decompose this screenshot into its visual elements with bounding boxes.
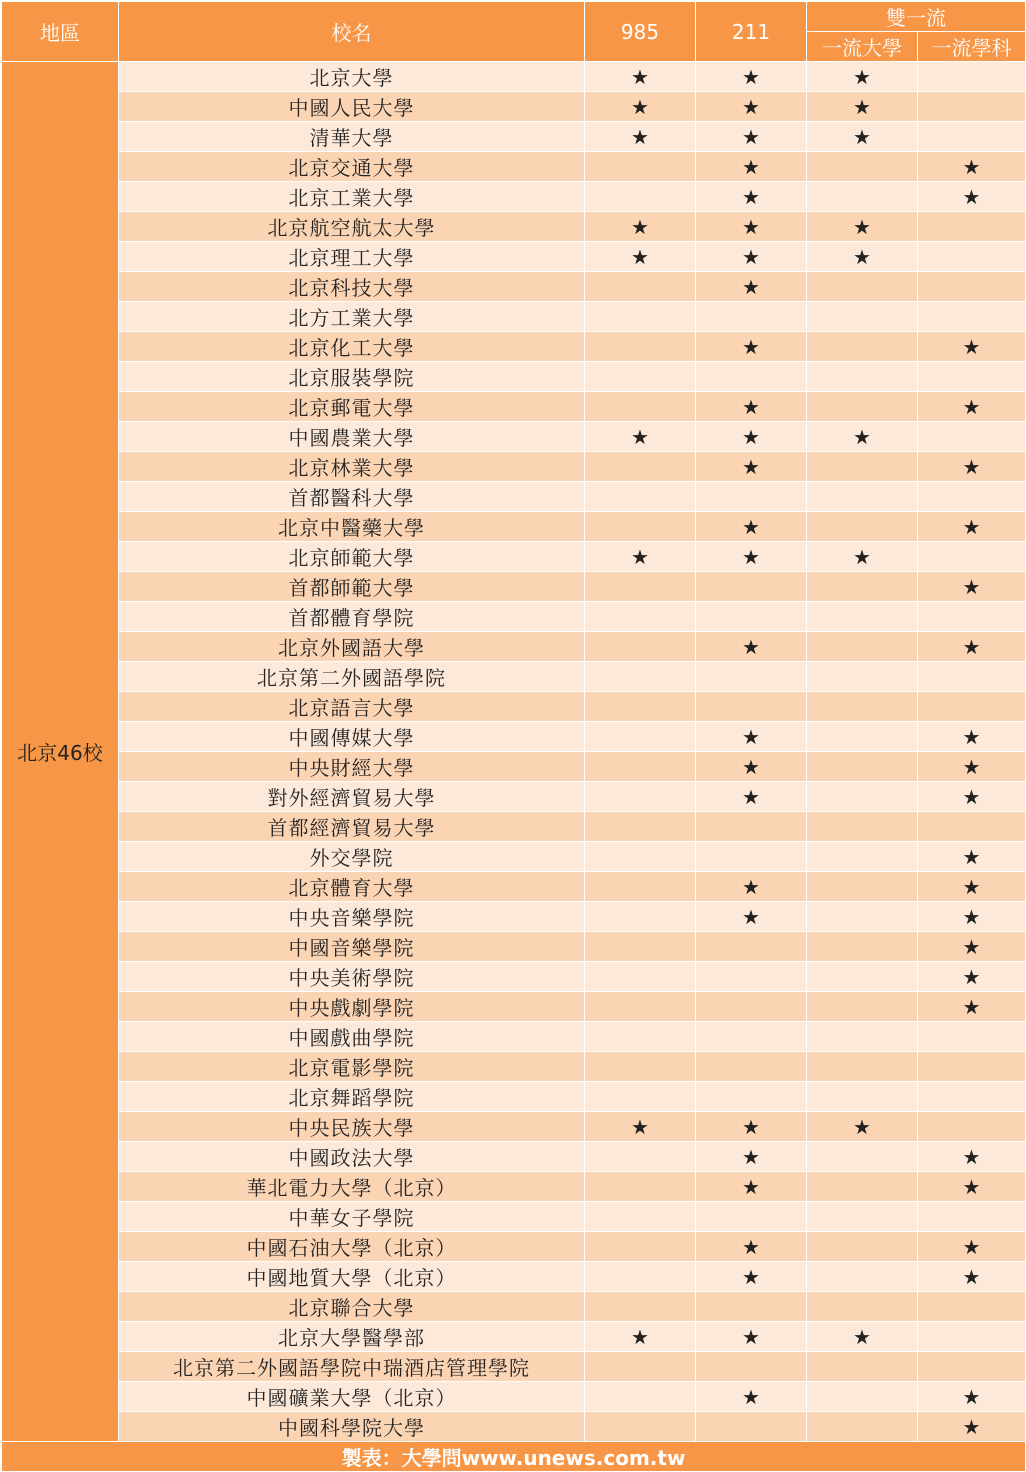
table-row bbox=[2, 1412, 1026, 1442]
985-flag bbox=[585, 1082, 696, 1112]
211-flag: ★ bbox=[696, 1112, 807, 1142]
985-flag bbox=[585, 1232, 696, 1262]
211-flag: ★ bbox=[696, 272, 807, 302]
school-name: 中國戲曲學院 bbox=[119, 1022, 585, 1052]
school-name: 北京科技大學 bbox=[119, 272, 585, 302]
first-class-university-flag bbox=[807, 1262, 918, 1292]
first-class-discipline-flag bbox=[918, 692, 1026, 722]
school-name: 中國礦業大學（北京） bbox=[119, 1382, 585, 1412]
211-flag bbox=[696, 662, 807, 692]
first-class-discipline-flag bbox=[918, 422, 1026, 452]
211-flag: ★ bbox=[696, 452, 807, 482]
211-flag: ★ bbox=[696, 722, 807, 752]
first-class-university-flag bbox=[807, 722, 918, 752]
985-flag: ★ bbox=[585, 122, 696, 152]
table-row bbox=[2, 962, 1026, 992]
211-flag bbox=[696, 1292, 807, 1322]
school-name: 北京舞蹈學院 bbox=[119, 1082, 585, 1112]
table-row bbox=[2, 1262, 1026, 1292]
985-flag: ★ bbox=[585, 542, 696, 572]
table-row bbox=[2, 1202, 1026, 1232]
first-class-university-flag bbox=[807, 1292, 918, 1322]
table-row bbox=[2, 1292, 1026, 1322]
first-class-discipline-flag bbox=[918, 242, 1026, 272]
first-class-university-flag bbox=[807, 1352, 918, 1382]
first-class-discipline-flag: ★ bbox=[918, 932, 1026, 962]
table-row bbox=[2, 842, 1026, 872]
first-class-university-flag: ★ bbox=[807, 242, 918, 272]
first-class-university-flag bbox=[807, 362, 918, 392]
school-name: 中國科學院大學 bbox=[119, 1412, 585, 1442]
first-class-university-flag bbox=[807, 182, 918, 212]
table-row bbox=[2, 452, 1026, 482]
first-class-university-flag bbox=[807, 812, 918, 842]
first-class-university-flag bbox=[807, 632, 918, 662]
first-class-discipline-flag bbox=[918, 212, 1026, 242]
first-class-discipline-flag bbox=[918, 1082, 1026, 1112]
first-class-university-flag bbox=[807, 482, 918, 512]
211-flag bbox=[696, 992, 807, 1022]
table-row bbox=[2, 1232, 1026, 1262]
first-class-university-flag bbox=[807, 662, 918, 692]
first-class-university-flag bbox=[807, 272, 918, 302]
211-flag bbox=[696, 482, 807, 512]
table-row bbox=[2, 662, 1026, 692]
table-row bbox=[2, 1172, 1026, 1202]
school-name: 中國音樂學院 bbox=[119, 932, 585, 962]
first-class-discipline-flag bbox=[918, 1052, 1026, 1082]
school-name: 中國農業大學 bbox=[119, 422, 585, 452]
first-class-discipline-flag: ★ bbox=[918, 632, 1026, 662]
table-row bbox=[2, 1142, 1026, 1172]
first-class-university-flag bbox=[807, 572, 918, 602]
first-class-university-flag: ★ bbox=[807, 62, 918, 92]
header-double-first-class: 雙一流 bbox=[807, 2, 1026, 32]
first-class-discipline-flag bbox=[918, 602, 1026, 632]
211-flag: ★ bbox=[696, 1262, 807, 1292]
school-name: 北京外國語大學 bbox=[119, 632, 585, 662]
table-row bbox=[2, 752, 1026, 782]
985-flag: ★ bbox=[585, 62, 696, 92]
first-class-university-flag bbox=[807, 692, 918, 722]
header-first-class-discipline: 一流學科 bbox=[918, 32, 1026, 62]
first-class-university-flag bbox=[807, 932, 918, 962]
985-flag bbox=[585, 992, 696, 1022]
school-name: 北京服裝學院 bbox=[119, 362, 585, 392]
school-name: 北京中醫藥大學 bbox=[119, 512, 585, 542]
985-flag bbox=[585, 332, 696, 362]
985-flag bbox=[585, 392, 696, 422]
first-class-university-flag: ★ bbox=[807, 212, 918, 242]
211-flag bbox=[696, 842, 807, 872]
211-flag: ★ bbox=[696, 212, 807, 242]
985-flag: ★ bbox=[585, 242, 696, 272]
first-class-discipline-flag bbox=[918, 1022, 1026, 1052]
table-body bbox=[2, 62, 1026, 1442]
table-row bbox=[2, 482, 1026, 512]
first-class-university-flag bbox=[807, 1142, 918, 1172]
first-class-discipline-flag: ★ bbox=[918, 392, 1026, 422]
header-region: 地區 bbox=[2, 2, 119, 62]
school-name: 北京體育大學 bbox=[119, 872, 585, 902]
table-row bbox=[2, 872, 1026, 902]
first-class-discipline-flag: ★ bbox=[918, 872, 1026, 902]
school-name: 中國傳媒大學 bbox=[119, 722, 585, 752]
first-class-university-flag bbox=[807, 782, 918, 812]
985-flag bbox=[585, 692, 696, 722]
school-name: 北京化工大學 bbox=[119, 332, 585, 362]
985-flag bbox=[585, 1022, 696, 1052]
first-class-university-flag bbox=[807, 992, 918, 1022]
first-class-university-flag: ★ bbox=[807, 122, 918, 152]
first-class-university-flag bbox=[807, 752, 918, 782]
211-flag: ★ bbox=[696, 1322, 807, 1352]
table-row bbox=[2, 302, 1026, 332]
211-flag bbox=[696, 692, 807, 722]
985-flag bbox=[585, 482, 696, 512]
985-flag bbox=[585, 752, 696, 782]
first-class-discipline-flag bbox=[918, 812, 1026, 842]
school-name: 中國石油大學（北京） bbox=[119, 1232, 585, 1262]
985-flag bbox=[585, 1352, 696, 1382]
first-class-discipline-flag: ★ bbox=[918, 572, 1026, 602]
985-flag bbox=[585, 962, 696, 992]
first-class-discipline-flag: ★ bbox=[918, 992, 1026, 1022]
first-class-discipline-flag: ★ bbox=[918, 182, 1026, 212]
first-class-discipline-flag bbox=[918, 302, 1026, 332]
school-name: 中央戲劇學院 bbox=[119, 992, 585, 1022]
first-class-university-flag: ★ bbox=[807, 1322, 918, 1352]
table-row bbox=[2, 512, 1026, 542]
first-class-university-flag: ★ bbox=[807, 1112, 918, 1142]
first-class-discipline-flag: ★ bbox=[918, 332, 1026, 362]
211-flag bbox=[696, 962, 807, 992]
first-class-discipline-flag: ★ bbox=[918, 1172, 1026, 1202]
first-class-discipline-flag bbox=[918, 272, 1026, 302]
211-flag bbox=[696, 572, 807, 602]
985-flag bbox=[585, 932, 696, 962]
first-class-discipline-flag bbox=[918, 542, 1026, 572]
first-class-discipline-flag bbox=[918, 362, 1026, 392]
985-flag bbox=[585, 1142, 696, 1172]
first-class-university-flag: ★ bbox=[807, 422, 918, 452]
school-name: 北京大學 bbox=[119, 62, 585, 92]
first-class-university-flag bbox=[807, 842, 918, 872]
first-class-discipline-flag bbox=[918, 122, 1026, 152]
school-name: 中華女子學院 bbox=[119, 1202, 585, 1232]
211-flag: ★ bbox=[696, 1382, 807, 1412]
table-row bbox=[2, 272, 1026, 302]
211-flag bbox=[696, 1202, 807, 1232]
211-flag: ★ bbox=[696, 542, 807, 572]
first-class-discipline-flag: ★ bbox=[918, 722, 1026, 752]
211-flag bbox=[696, 1352, 807, 1382]
table-row bbox=[2, 62, 1026, 92]
university-table bbox=[1, 1, 1026, 1472]
first-class-university-flag bbox=[807, 152, 918, 182]
table-row bbox=[2, 812, 1026, 842]
school-name: 北京林業大學 bbox=[119, 452, 585, 482]
985-flag: ★ bbox=[585, 92, 696, 122]
school-name: 中國地質大學（北京） bbox=[119, 1262, 585, 1292]
211-flag bbox=[696, 1022, 807, 1052]
table-row bbox=[2, 632, 1026, 662]
first-class-university-flag bbox=[807, 872, 918, 902]
school-name: 北京第二外國語學院 bbox=[119, 662, 585, 692]
first-class-discipline-flag: ★ bbox=[918, 902, 1026, 932]
211-flag: ★ bbox=[696, 782, 807, 812]
first-class-discipline-flag bbox=[918, 1202, 1026, 1232]
first-class-discipline-flag bbox=[918, 662, 1026, 692]
first-class-university-flag bbox=[807, 1382, 918, 1412]
table-row bbox=[2, 602, 1026, 632]
school-name: 北京聯合大學 bbox=[119, 1292, 585, 1322]
985-flag bbox=[585, 1292, 696, 1322]
table-footer-credit: 製表：大學問www.unews.com.tw bbox=[2, 1442, 1026, 1472]
header-211: 211 bbox=[696, 2, 807, 62]
first-class-university-flag bbox=[807, 392, 918, 422]
table-row bbox=[2, 542, 1026, 572]
school-name: 首都體育學院 bbox=[119, 602, 585, 632]
985-flag bbox=[585, 602, 696, 632]
table-row bbox=[2, 1022, 1026, 1052]
school-name: 外交學院 bbox=[119, 842, 585, 872]
211-flag: ★ bbox=[696, 1232, 807, 1262]
211-flag bbox=[696, 932, 807, 962]
985-flag bbox=[585, 302, 696, 332]
211-flag: ★ bbox=[696, 152, 807, 182]
first-class-university-flag bbox=[807, 302, 918, 332]
first-class-university-flag bbox=[807, 602, 918, 632]
211-flag: ★ bbox=[696, 422, 807, 452]
985-flag bbox=[585, 722, 696, 752]
table-row bbox=[2, 152, 1026, 182]
header-985: 985 bbox=[585, 2, 696, 62]
table-row bbox=[2, 422, 1026, 452]
985-flag bbox=[585, 662, 696, 692]
first-class-discipline-flag: ★ bbox=[918, 1262, 1026, 1292]
985-flag: ★ bbox=[585, 1322, 696, 1352]
first-class-discipline-flag: ★ bbox=[918, 1412, 1026, 1442]
table-row bbox=[2, 182, 1026, 212]
school-name: 首都師範大學 bbox=[119, 572, 585, 602]
first-class-university-flag bbox=[807, 332, 918, 362]
211-flag bbox=[696, 602, 807, 632]
table-row bbox=[2, 1352, 1026, 1382]
school-name: 北京語言大學 bbox=[119, 692, 585, 722]
table-row bbox=[2, 992, 1026, 1022]
211-flag: ★ bbox=[696, 242, 807, 272]
school-name: 北方工業大學 bbox=[119, 302, 585, 332]
985-flag bbox=[585, 872, 696, 902]
school-name: 北京大學醫學部 bbox=[119, 1322, 585, 1352]
table-row bbox=[2, 122, 1026, 152]
985-flag bbox=[585, 812, 696, 842]
region-cell: 北京46校 bbox=[2, 62, 119, 1442]
first-class-discipline-flag: ★ bbox=[918, 1232, 1026, 1262]
211-flag: ★ bbox=[696, 122, 807, 152]
first-class-university-flag bbox=[807, 902, 918, 932]
school-name: 北京工業大學 bbox=[119, 182, 585, 212]
211-flag: ★ bbox=[696, 872, 807, 902]
table-row bbox=[2, 332, 1026, 362]
985-flag bbox=[585, 572, 696, 602]
school-name: 北京理工大學 bbox=[119, 242, 585, 272]
school-name: 北京師範大學 bbox=[119, 542, 585, 572]
first-class-discipline-flag bbox=[918, 1112, 1026, 1142]
table-row bbox=[2, 1382, 1026, 1412]
school-name: 清華大學 bbox=[119, 122, 585, 152]
school-name: 華北電力大學（北京） bbox=[119, 1172, 585, 1202]
table-row bbox=[2, 392, 1026, 422]
table-row bbox=[2, 722, 1026, 752]
first-class-discipline-flag bbox=[918, 92, 1026, 122]
211-flag bbox=[696, 302, 807, 332]
985-flag bbox=[585, 1262, 696, 1292]
first-class-discipline-flag bbox=[918, 62, 1026, 92]
first-class-discipline-flag: ★ bbox=[918, 1382, 1026, 1412]
first-class-discipline-flag: ★ bbox=[918, 152, 1026, 182]
first-class-university-flag bbox=[807, 1202, 918, 1232]
211-flag: ★ bbox=[696, 632, 807, 662]
school-name: 首都醫科大學 bbox=[119, 482, 585, 512]
table-row bbox=[2, 572, 1026, 602]
first-class-university-flag: ★ bbox=[807, 542, 918, 572]
header-name: 校名 bbox=[119, 2, 585, 62]
table-row bbox=[2, 902, 1026, 932]
211-flag: ★ bbox=[696, 512, 807, 542]
985-flag: ★ bbox=[585, 212, 696, 242]
table-row bbox=[2, 242, 1026, 272]
first-class-university-flag: ★ bbox=[807, 92, 918, 122]
school-name: 北京航空航太大學 bbox=[119, 212, 585, 242]
school-name: 北京第二外國語學院中瑞酒店管理學院 bbox=[119, 1352, 585, 1382]
985-flag bbox=[585, 782, 696, 812]
table-row bbox=[2, 362, 1026, 392]
table-row bbox=[2, 932, 1026, 962]
first-class-university-flag bbox=[807, 1082, 918, 1112]
985-flag bbox=[585, 842, 696, 872]
211-flag: ★ bbox=[696, 392, 807, 422]
985-flag: ★ bbox=[585, 422, 696, 452]
first-class-university-flag bbox=[807, 962, 918, 992]
first-class-university-flag bbox=[807, 512, 918, 542]
school-name: 北京電影學院 bbox=[119, 1052, 585, 1082]
table-row bbox=[2, 782, 1026, 812]
211-flag: ★ bbox=[696, 752, 807, 782]
985-flag bbox=[585, 632, 696, 662]
school-name: 中央民族大學 bbox=[119, 1112, 585, 1142]
first-class-university-flag bbox=[807, 1232, 918, 1262]
985-flag bbox=[585, 1052, 696, 1082]
table-row bbox=[2, 1322, 1026, 1352]
985-flag bbox=[585, 1382, 696, 1412]
first-class-discipline-flag: ★ bbox=[918, 512, 1026, 542]
first-class-university-flag bbox=[807, 1022, 918, 1052]
985-flag bbox=[585, 272, 696, 302]
985-flag bbox=[585, 512, 696, 542]
211-flag: ★ bbox=[696, 62, 807, 92]
211-flag: ★ bbox=[696, 1172, 807, 1202]
first-class-discipline-flag bbox=[918, 482, 1026, 512]
first-class-university-flag bbox=[807, 1172, 918, 1202]
985-flag bbox=[585, 182, 696, 212]
985-flag bbox=[585, 1412, 696, 1442]
first-class-discipline-flag: ★ bbox=[918, 752, 1026, 782]
211-flag: ★ bbox=[696, 902, 807, 932]
first-class-university-flag bbox=[807, 1412, 918, 1442]
985-flag bbox=[585, 902, 696, 932]
school-name: 中央美術學院 bbox=[119, 962, 585, 992]
211-flag: ★ bbox=[696, 332, 807, 362]
211-flag bbox=[696, 1052, 807, 1082]
school-name: 中國人民大學 bbox=[119, 92, 585, 122]
211-flag bbox=[696, 812, 807, 842]
985-flag bbox=[585, 452, 696, 482]
first-class-discipline-flag: ★ bbox=[918, 782, 1026, 812]
school-name: 首都經濟貿易大學 bbox=[119, 812, 585, 842]
first-class-discipline-flag: ★ bbox=[918, 452, 1026, 482]
first-class-discipline-flag bbox=[918, 1292, 1026, 1322]
211-flag: ★ bbox=[696, 92, 807, 122]
211-flag bbox=[696, 362, 807, 392]
985-flag bbox=[585, 362, 696, 392]
985-flag bbox=[585, 152, 696, 182]
table-row bbox=[2, 1052, 1026, 1082]
211-flag: ★ bbox=[696, 182, 807, 212]
first-class-discipline-flag: ★ bbox=[918, 962, 1026, 992]
school-name: 中國政法大學 bbox=[119, 1142, 585, 1172]
school-name: 北京交通大學 bbox=[119, 152, 585, 182]
table-row bbox=[2, 212, 1026, 242]
first-class-university-flag bbox=[807, 452, 918, 482]
985-flag bbox=[585, 1202, 696, 1232]
985-flag bbox=[585, 1172, 696, 1202]
header-first-class-university: 一流大學 bbox=[807, 32, 918, 62]
first-class-discipline-flag bbox=[918, 1322, 1026, 1352]
first-class-discipline-flag bbox=[918, 1352, 1026, 1382]
table-row bbox=[2, 92, 1026, 122]
school-name: 北京郵電大學 bbox=[119, 392, 585, 422]
table-row bbox=[2, 692, 1026, 722]
school-name: 對外經濟貿易大學 bbox=[119, 782, 585, 812]
211-flag: ★ bbox=[696, 1142, 807, 1172]
table-row bbox=[2, 1082, 1026, 1112]
school-name: 中央財經大學 bbox=[119, 752, 585, 782]
985-flag: ★ bbox=[585, 1112, 696, 1142]
first-class-discipline-flag: ★ bbox=[918, 842, 1026, 872]
first-class-discipline-flag: ★ bbox=[918, 1142, 1026, 1172]
first-class-university-flag bbox=[807, 1052, 918, 1082]
school-name: 中央音樂學院 bbox=[119, 902, 585, 932]
211-flag bbox=[696, 1412, 807, 1442]
table-row bbox=[2, 1112, 1026, 1142]
211-flag bbox=[696, 1082, 807, 1112]
